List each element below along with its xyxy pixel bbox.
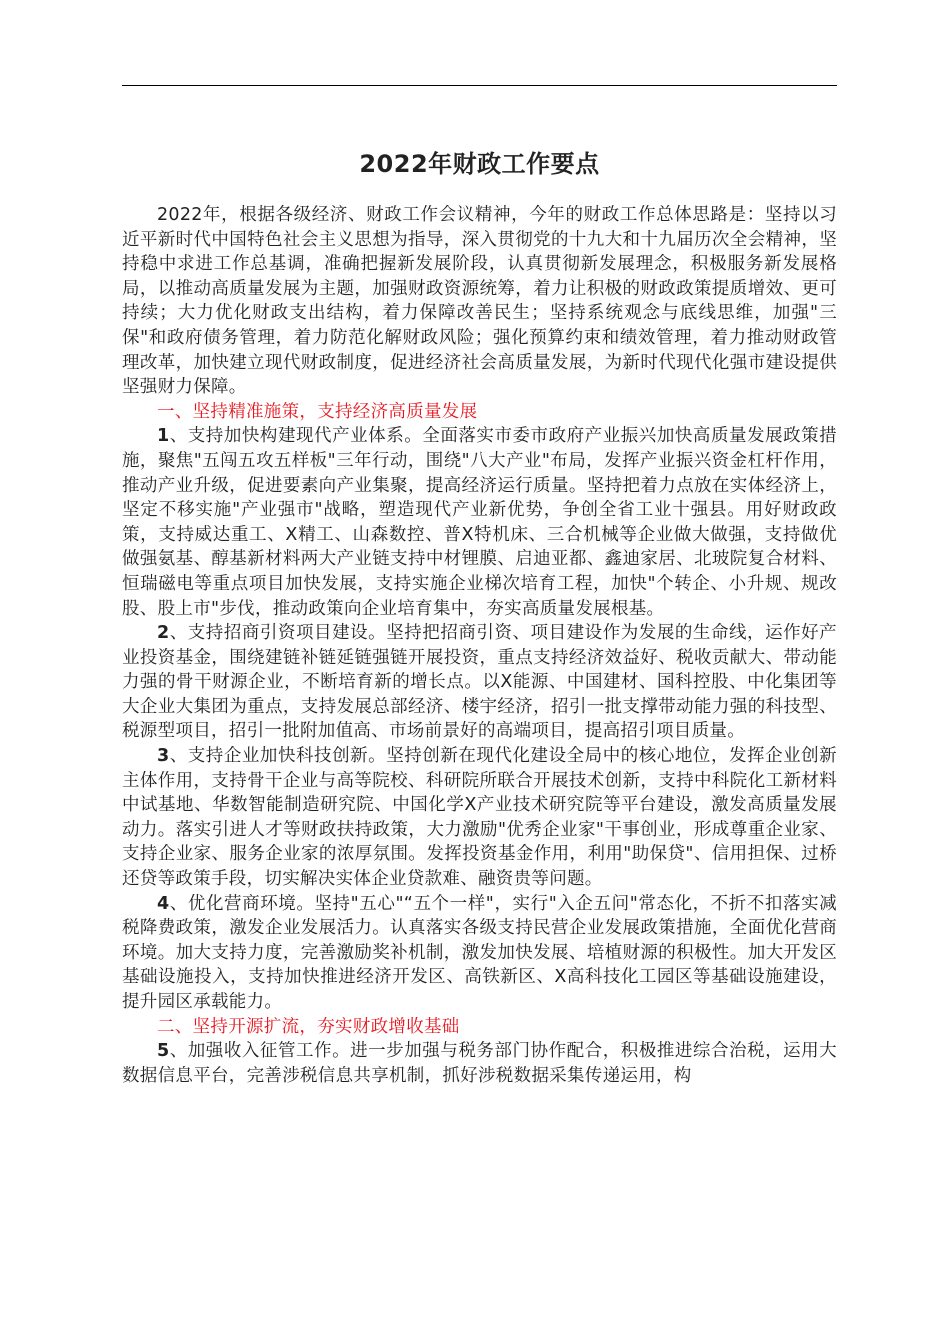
item-paragraph-3 (122, 744, 837, 892)
intro-paragraph: 2022年，根据各级经济、财政工作会议精神，今年的财政工作总体思路是：坚持以习近平新时代中国特色社会主义思想为指导，深入贯彻党的十九大和十九届历次全会精神，坚持稳中求进工作总基调，准确把握新发展阶段，认真贯彻新发展理念，积极服务新发展格局，以推动高质量发展为主题，加强财政资源统筹，着力让积极的财政政策提质增效、更可持续；大力优化财政支出结构，着力保障改善民生；坚持系统观念与底线思维，加强"三保"和政府债务管理，着力防范化解财政风险；强化预算约束和绩效管理，着力推动财政管理改革，加快建立现代财政制度，促进经济社会高质量发展，为新时代现代化强市建设提供坚强财力保障。 (122, 205, 837, 398)
item-paragraph-5 (122, 1039, 837, 1088)
item-paragraph-2 (122, 621, 837, 744)
item-text: 、支持加快构建现代产业体系。全面落实市委市政府产业振兴加快高质量发展政策措施，聚焦"五闯五攻五样板"三年行动，围绕"八大产业"布局，发挥产业振兴资金杠杆作用，推动产业升级，促进要素向产业集聚，提高经济运行质量。坚持把着力点放在实体经济上，坚定不移实施"产业强市"战略，塑造现代产业新优势，争创全省工业十强县。用好财政政策，支持威达重工、X精工、山森数控、普X特机床、三合机械等企业做大做强，支持做优做强氨基、醇基新材料两大产业链支持中材锂膜、启迪亚都、鑫迪家居、北玻院复合材料、恒瑞磁电等重点项目加快发展，支持实施企业梯次培育工程，加快"个转企、小升规、规改股、股上市"步伐，推动政策向企业培育集中，夯实高质量发展根基。 (122, 426, 837, 619)
item-number: 3 (157, 746, 170, 767)
item-text: 、优化营商环境。坚持"五心"“五个一样"，实行"入企五问"常态化，不折不扣落实减税降费政策，激发企业发展活力。认真落实各级支持民营企业发展政策措施，全面优化营商环境。加大支持力度，完善激励奖补机制，激发加快发展、培植财源的积极性。加大开发区基础设施投入，支持加快推进经济开发区、高铁新区、X高科技化工园区等基础设施建设，提升园区承载能力。 (122, 893, 837, 1012)
item-text: 、加强收入征管工作。进一步加强与税务部门协作配合，积极推进综合治税，运用大数据信息平台，完善涉税信息共享机制，抓好涉税数据采集传递运用，构 (122, 1041, 837, 1086)
item-paragraph-1 (122, 424, 837, 621)
item-text: 、支持招商引资项目建设。坚持把招商引资、项目建设作为发展的生命线，运作好产业投资基金，围绕建链补链延链强链开展投资，重点支持经济效益好、税收贡献大、带动能力强的骨干财源企业，不断培育新的增长点。以X能源、中国建材、国科控股、中化集团等大企业大集团为重点，支持发展总部经济、楼宇经济，招引一批支撑带动能力强的科技型、税源型项目，招引一批附加值高、市场前景好的高端项目，提高招引项目质量。 (122, 623, 837, 742)
item-text: 、支持企业加快科技创新。坚持创新在现代化建设全局中的核心地位，发挥企业创新主体作用，支持骨干企业与高等院校、科研院所联合开展技术创新，支持中科院化工新材料中试基地、华数智能制造研究院、中国化学X产业技术研究院等平台建设，激发高质量发展动力。落实引进人才等财政扶持政策，大力激励"优秀企业家"干事创业，形成尊重企业家、支持企业家、服务企业家的浓厚氛围。发挥投资基金作用，利用"助保贷"、信用担保、过桥还贷等政策手段，切实解决实体企业贷款难、融资贵等问题。 (122, 746, 837, 890)
header-rule (122, 85, 837, 86)
item-number: 1 (157, 426, 170, 447)
document-body (122, 203, 837, 1088)
document-page (122, 0, 837, 1344)
item-number: 2 (157, 623, 170, 644)
item-number: 4 (157, 893, 170, 914)
item-number: 5 (157, 1041, 170, 1062)
document-title: 2022年财政工作要点 (359, 150, 600, 178)
section-heading-2: 二、坚持开源扩流，夯实财政增收基础 (157, 1016, 460, 1037)
item-paragraph-4 (122, 892, 837, 1015)
section-heading-1: 一、坚持精准施策，支持经济高质量发展 (157, 401, 478, 422)
